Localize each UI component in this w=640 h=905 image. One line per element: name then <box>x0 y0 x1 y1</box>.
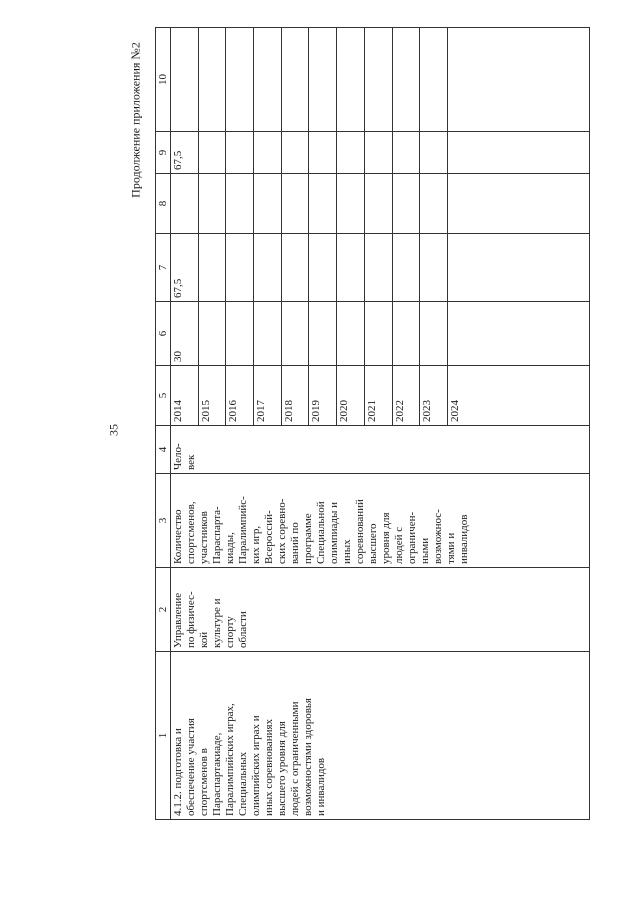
value-cell <box>392 132 420 174</box>
value-cell <box>171 174 199 234</box>
header-cell: 2 <box>156 568 171 652</box>
value-cell <box>254 28 282 132</box>
header-cell: 5 <box>156 366 171 426</box>
table-rotator <box>155 28 590 820</box>
value-cell <box>226 28 254 132</box>
value-cell <box>337 174 365 234</box>
value-cell <box>281 174 309 234</box>
header-cell: 10 <box>156 28 171 132</box>
value-cell <box>171 28 199 132</box>
value-cell <box>281 132 309 174</box>
header-row <box>156 28 171 820</box>
value-cell <box>447 234 589 302</box>
value-cell <box>447 28 589 132</box>
value-cell <box>309 132 337 174</box>
year-cell: 2018 <box>281 366 309 426</box>
unit-cell: Чело- век <box>171 426 590 474</box>
year-cell: 2014 <box>171 366 199 426</box>
page-number: 35 <box>106 424 121 436</box>
year-cell: 2022 <box>392 366 420 426</box>
value-cell <box>364 132 392 174</box>
value-cell <box>392 28 420 132</box>
value-cell <box>309 302 337 366</box>
value-cell <box>337 132 365 174</box>
value-cell <box>309 28 337 132</box>
header-cell: 4 <box>156 426 171 474</box>
value-cell <box>309 174 337 234</box>
value-cell <box>364 302 392 366</box>
value-cell <box>420 234 448 302</box>
table-wrap <box>155 28 590 820</box>
value-cell <box>447 174 589 234</box>
value-cell <box>364 234 392 302</box>
indicator-cell: Количество спортсменов, участников Параспарта- киады, Паралимпийс- ких игр, Всероссий- ских соревно- ваний по программе Специальной олимпиады и иных соревнований высшего уровня для людей с ограничен- ными возможнос- тями и инвалидов <box>171 474 590 568</box>
year-cell: 2017 <box>254 366 282 426</box>
continuation-label: Продолжение приложения №2 <box>128 42 143 198</box>
value-cell <box>226 302 254 366</box>
value-cell <box>337 302 365 366</box>
value-cell <box>198 302 226 366</box>
value-cell <box>337 28 365 132</box>
value-cell <box>254 132 282 174</box>
value-cell <box>447 302 589 366</box>
value-cell <box>226 174 254 234</box>
value-cell <box>337 234 365 302</box>
value-cell <box>364 28 392 132</box>
value-cell <box>420 174 448 234</box>
header-cell: 9 <box>156 132 171 174</box>
value-cell <box>254 302 282 366</box>
value-cell <box>281 234 309 302</box>
year-cell: 2015 <box>198 366 226 426</box>
year-cell: 2021 <box>364 366 392 426</box>
appendix-table <box>155 27 590 820</box>
value-cell <box>281 302 309 366</box>
value-cell <box>226 132 254 174</box>
value-cell <box>420 28 448 132</box>
header-cell: 3 <box>156 474 171 568</box>
table-row <box>171 28 199 820</box>
value-cell: 67,5 <box>171 234 199 302</box>
value-cell: 30 <box>171 302 199 366</box>
value-cell <box>447 132 589 174</box>
value-cell <box>198 132 226 174</box>
year-cell: 2024 <box>447 366 589 426</box>
year-cell: 2020 <box>337 366 365 426</box>
value-cell <box>198 234 226 302</box>
measure-cell: 4.1.2. подготовка и обеспечение участия спортсменов в Параспартакиаде, Паралимпийских играх, Специальных олимпийских играх и иных соревнованиях высшего уровня для людей с ограниченными возможностями здоровья и инвалидов <box>171 652 590 820</box>
value-cell <box>254 234 282 302</box>
year-cell: 2016 <box>226 366 254 426</box>
value-cell <box>198 174 226 234</box>
value-cell <box>226 234 254 302</box>
value-cell <box>281 28 309 132</box>
value-cell <box>420 132 448 174</box>
header-cell: 7 <box>156 234 171 302</box>
value-cell <box>198 28 226 132</box>
responsible-cell: Управление по физичес- кой культуре и спорту области <box>171 568 590 652</box>
year-cell: 2023 <box>420 366 448 426</box>
value-cell: 67,5 <box>171 132 199 174</box>
value-cell <box>309 234 337 302</box>
year-cell: 2019 <box>309 366 337 426</box>
value-cell <box>420 302 448 366</box>
header-cell: 1 <box>156 652 171 820</box>
header-cell: 8 <box>156 174 171 234</box>
value-cell <box>392 174 420 234</box>
value-cell <box>392 234 420 302</box>
value-cell <box>364 174 392 234</box>
header-cell: 6 <box>156 302 171 366</box>
value-cell <box>392 302 420 366</box>
value-cell <box>254 174 282 234</box>
